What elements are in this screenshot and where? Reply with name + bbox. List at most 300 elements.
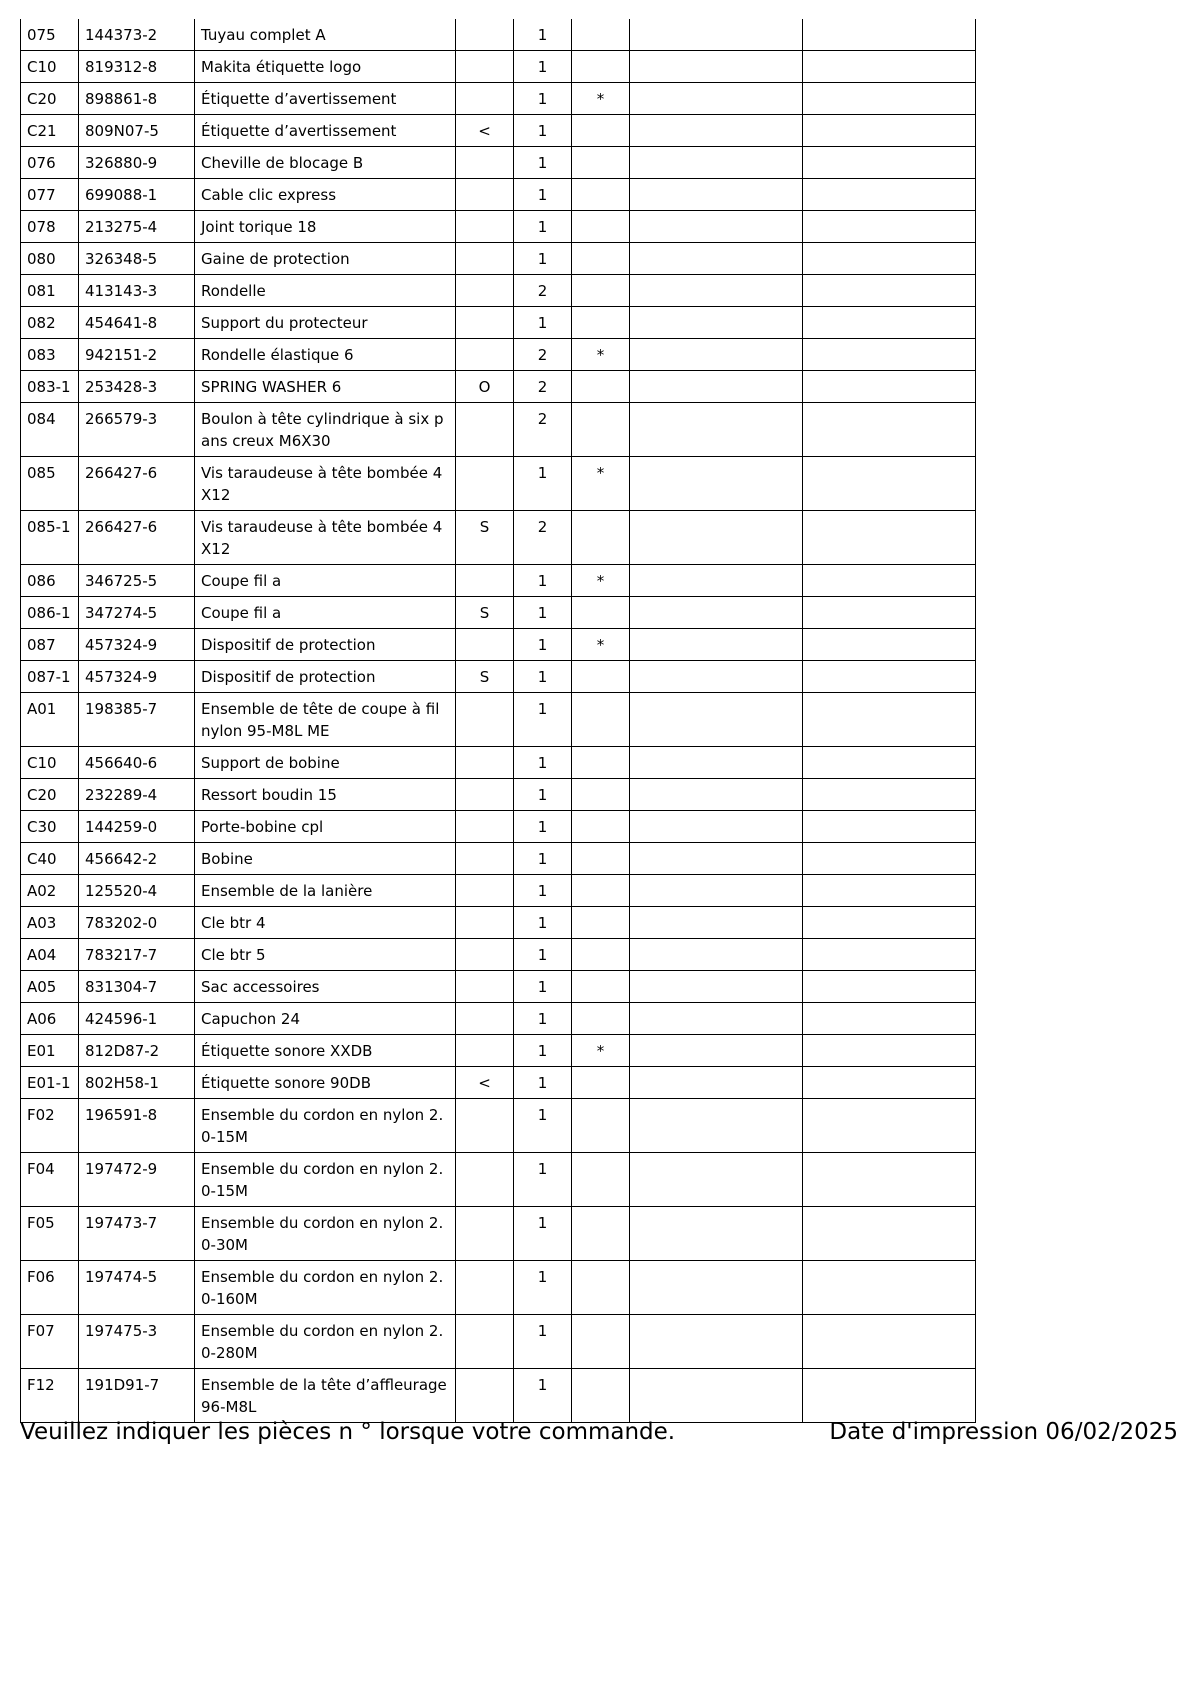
item-number-cell: E01-1 xyxy=(21,1067,79,1099)
item-number-cell: 084 xyxy=(21,403,79,457)
mark-cell xyxy=(456,83,514,115)
note-cell xyxy=(572,211,630,243)
table-row xyxy=(21,811,976,843)
blank-cell xyxy=(803,179,976,211)
part-number-cell: 942151-2 xyxy=(79,339,195,371)
mark-cell xyxy=(456,1003,514,1035)
note-cell xyxy=(572,875,630,907)
blank-cell xyxy=(803,597,976,629)
table-row xyxy=(21,211,976,243)
blank-cell xyxy=(803,875,976,907)
blank-cell xyxy=(630,51,803,83)
quantity-cell: 1 xyxy=(514,907,572,939)
item-number-cell: A02 xyxy=(21,875,79,907)
item-number-cell: 080 xyxy=(21,243,79,275)
quantity-cell: 2 xyxy=(514,339,572,371)
description-cell: Ensemble du cordon en nylon 2.0-15M xyxy=(195,1153,456,1207)
part-number-cell: 266427-6 xyxy=(79,457,195,511)
blank-cell xyxy=(630,843,803,875)
quantity-cell: 2 xyxy=(514,511,572,565)
description-cell: Ensemble du cordon en nylon 2.0-160M xyxy=(195,1261,456,1315)
table-row xyxy=(21,511,976,565)
blank-cell xyxy=(803,403,976,457)
table-row xyxy=(21,597,976,629)
part-number-cell: 812D87-2 xyxy=(79,1035,195,1067)
note-cell xyxy=(572,661,630,693)
item-number-cell: F05 xyxy=(21,1207,79,1261)
mark-cell xyxy=(456,939,514,971)
blank-cell xyxy=(630,179,803,211)
description-cell: Étiquette sonore 90DB xyxy=(195,1067,456,1099)
item-number-cell: C20 xyxy=(21,779,79,811)
quantity-cell: 1 xyxy=(514,1035,572,1067)
note-cell xyxy=(572,51,630,83)
item-number-cell: 085-1 xyxy=(21,511,79,565)
description-cell: Ensemble de la tête d’affleurage 96-M8L xyxy=(195,1369,456,1423)
quantity-cell: 1 xyxy=(514,597,572,629)
blank-cell xyxy=(803,307,976,339)
parts-table-body xyxy=(21,19,976,1423)
mark-cell: O xyxy=(456,371,514,403)
description-cell: Vis taraudeuse à tête bombée 4X12 xyxy=(195,511,456,565)
quantity-cell: 1 xyxy=(514,875,572,907)
table-row xyxy=(21,565,976,597)
part-number-cell: 783202-0 xyxy=(79,907,195,939)
part-number-cell: 191D91-7 xyxy=(79,1369,195,1423)
part-number-cell: 347274-5 xyxy=(79,597,195,629)
note-cell: * xyxy=(572,1035,630,1067)
quantity-cell: 1 xyxy=(514,1067,572,1099)
blank-cell xyxy=(803,1369,976,1423)
table-row xyxy=(21,51,976,83)
table-row xyxy=(21,19,976,51)
blank-cell xyxy=(630,83,803,115)
blank-cell xyxy=(630,907,803,939)
blank-cell xyxy=(630,1153,803,1207)
note-cell xyxy=(572,511,630,565)
blank-cell xyxy=(803,1315,976,1369)
part-number-cell: 253428-3 xyxy=(79,371,195,403)
blank-cell xyxy=(803,339,976,371)
blank-cell xyxy=(803,1003,976,1035)
mark-cell xyxy=(456,747,514,779)
mark-cell xyxy=(456,19,514,51)
quantity-cell: 1 xyxy=(514,457,572,511)
blank-cell xyxy=(803,693,976,747)
description-cell: Gaine de protection xyxy=(195,243,456,275)
description-cell: Étiquette d’avertissement xyxy=(195,115,456,147)
blank-cell xyxy=(630,1315,803,1369)
description-cell: Support de bobine xyxy=(195,747,456,779)
item-number-cell: 076 xyxy=(21,147,79,179)
note-cell xyxy=(572,115,630,147)
blank-cell xyxy=(630,597,803,629)
table-row xyxy=(21,693,976,747)
part-number-cell: 454641-8 xyxy=(79,307,195,339)
blank-cell xyxy=(630,457,803,511)
item-number-cell: F12 xyxy=(21,1369,79,1423)
note-cell xyxy=(572,843,630,875)
blank-cell xyxy=(803,1261,976,1315)
part-number-cell: 197475-3 xyxy=(79,1315,195,1369)
order-instruction: Veuillez indiquer les pièces n ° lorsque votre commande. xyxy=(20,1419,676,1445)
mark-cell xyxy=(456,339,514,371)
description-cell: Cle btr 4 xyxy=(195,907,456,939)
part-number-cell: 456642-2 xyxy=(79,843,195,875)
quantity-cell: 1 xyxy=(514,19,572,51)
quantity-cell: 1 xyxy=(514,1369,572,1423)
item-number-cell: E01 xyxy=(21,1035,79,1067)
description-cell: Boulon à tête cylindrique à six pans creux M6X30 xyxy=(195,403,456,457)
description-cell: Joint torique 18 xyxy=(195,211,456,243)
table-row xyxy=(21,875,976,907)
mark-cell xyxy=(456,51,514,83)
note-cell xyxy=(572,19,630,51)
part-number-cell: 809N07-5 xyxy=(79,115,195,147)
table-row xyxy=(21,371,976,403)
item-number-cell: F06 xyxy=(21,1261,79,1315)
part-number-cell: 783217-7 xyxy=(79,939,195,971)
blank-cell xyxy=(630,147,803,179)
mark-cell xyxy=(456,811,514,843)
blank-cell xyxy=(803,211,976,243)
item-number-cell: C40 xyxy=(21,843,79,875)
print-date: Date d'impression 06/02/2025 xyxy=(829,1419,1178,1445)
table-row xyxy=(21,1207,976,1261)
item-number-cell: C10 xyxy=(21,51,79,83)
blank-cell xyxy=(803,457,976,511)
blank-cell xyxy=(630,811,803,843)
blank-cell xyxy=(803,243,976,275)
part-number-cell: 266427-6 xyxy=(79,511,195,565)
note-cell xyxy=(572,597,630,629)
part-number-cell: 326880-9 xyxy=(79,147,195,179)
description-cell: Support du protecteur xyxy=(195,307,456,339)
table-row xyxy=(21,629,976,661)
blank-cell xyxy=(803,747,976,779)
blank-cell xyxy=(803,147,976,179)
quantity-cell: 1 xyxy=(514,147,572,179)
part-number-cell: 456640-6 xyxy=(79,747,195,779)
quantity-cell: 1 xyxy=(514,1261,572,1315)
part-number-cell: 197474-5 xyxy=(79,1261,195,1315)
blank-cell xyxy=(803,843,976,875)
blank-cell xyxy=(630,1035,803,1067)
item-number-cell: 078 xyxy=(21,211,79,243)
mark-cell xyxy=(456,971,514,1003)
blank-cell xyxy=(803,661,976,693)
parts-table xyxy=(20,19,976,1423)
mark-cell xyxy=(456,1153,514,1207)
description-cell: Bobine xyxy=(195,843,456,875)
note-cell xyxy=(572,971,630,1003)
description-cell: Dispositif de protection xyxy=(195,661,456,693)
quantity-cell: 1 xyxy=(514,1315,572,1369)
note-cell xyxy=(572,1099,630,1153)
table-row xyxy=(21,1003,976,1035)
item-number-cell: F07 xyxy=(21,1315,79,1369)
note-cell xyxy=(572,747,630,779)
item-number-cell: 087-1 xyxy=(21,661,79,693)
mark-cell xyxy=(456,403,514,457)
table-row xyxy=(21,1153,976,1207)
blank-cell xyxy=(630,747,803,779)
part-number-cell: 232289-4 xyxy=(79,779,195,811)
item-number-cell: F04 xyxy=(21,1153,79,1207)
blank-cell xyxy=(803,971,976,1003)
note-cell xyxy=(572,1067,630,1099)
quantity-cell: 1 xyxy=(514,629,572,661)
item-number-cell: A04 xyxy=(21,939,79,971)
part-number-cell: 197473-7 xyxy=(79,1207,195,1261)
note-cell xyxy=(572,1261,630,1315)
blank-cell xyxy=(630,19,803,51)
description-cell: Sac accessoires xyxy=(195,971,456,1003)
mark-cell xyxy=(456,843,514,875)
blank-cell xyxy=(803,939,976,971)
part-number-cell: 457324-9 xyxy=(79,629,195,661)
note-cell: * xyxy=(572,629,630,661)
note-cell xyxy=(572,179,630,211)
mark-cell: S xyxy=(456,597,514,629)
table-row xyxy=(21,971,976,1003)
description-cell: Capuchon 24 xyxy=(195,1003,456,1035)
description-cell: Cheville de blocage B xyxy=(195,147,456,179)
blank-cell xyxy=(630,629,803,661)
mark-cell xyxy=(456,147,514,179)
table-row xyxy=(21,403,976,457)
quantity-cell: 1 xyxy=(514,1207,572,1261)
blank-cell xyxy=(630,1261,803,1315)
quantity-cell: 1 xyxy=(514,565,572,597)
part-number-cell: 213275-4 xyxy=(79,211,195,243)
part-number-cell: 125520-4 xyxy=(79,875,195,907)
item-number-cell: F02 xyxy=(21,1099,79,1153)
item-number-cell: 081 xyxy=(21,275,79,307)
item-number-cell: A05 xyxy=(21,971,79,1003)
part-number-cell: 699088-1 xyxy=(79,179,195,211)
table-row xyxy=(21,1099,976,1153)
blank-cell xyxy=(630,1099,803,1153)
description-cell: Porte-bobine cpl xyxy=(195,811,456,843)
item-number-cell: C10 xyxy=(21,747,79,779)
description-cell: Rondelle élastique 6 xyxy=(195,339,456,371)
item-number-cell: 077 xyxy=(21,179,79,211)
quantity-cell: 1 xyxy=(514,747,572,779)
note-cell xyxy=(572,403,630,457)
item-number-cell: 086-1 xyxy=(21,597,79,629)
blank-cell xyxy=(803,275,976,307)
blank-cell xyxy=(630,211,803,243)
part-number-cell: 144259-0 xyxy=(79,811,195,843)
item-number-cell: 086 xyxy=(21,565,79,597)
blank-cell xyxy=(803,19,976,51)
table-row xyxy=(21,939,976,971)
item-number-cell: C20 xyxy=(21,83,79,115)
note-cell xyxy=(572,811,630,843)
description-cell: Ressort boudin 15 xyxy=(195,779,456,811)
mark-cell xyxy=(456,1099,514,1153)
blank-cell xyxy=(630,511,803,565)
blank-cell xyxy=(630,371,803,403)
blank-cell xyxy=(803,51,976,83)
mark-cell xyxy=(456,243,514,275)
mark-cell: < xyxy=(456,115,514,147)
item-number-cell: 075 xyxy=(21,19,79,51)
table-row xyxy=(21,457,976,511)
note-cell: * xyxy=(572,565,630,597)
mark-cell xyxy=(456,779,514,811)
note-cell: * xyxy=(572,339,630,371)
quantity-cell: 1 xyxy=(514,1153,572,1207)
table-row xyxy=(21,339,976,371)
blank-cell xyxy=(803,811,976,843)
item-number-cell: A03 xyxy=(21,907,79,939)
part-number-cell: 326348-5 xyxy=(79,243,195,275)
mark-cell xyxy=(456,1261,514,1315)
description-cell: Étiquette sonore XXDB xyxy=(195,1035,456,1067)
blank-cell xyxy=(630,115,803,147)
part-number-cell: 197472-9 xyxy=(79,1153,195,1207)
note-cell xyxy=(572,1369,630,1423)
quantity-cell: 1 xyxy=(514,211,572,243)
blank-cell xyxy=(630,403,803,457)
table-row xyxy=(21,1369,976,1423)
quantity-cell: 1 xyxy=(514,243,572,275)
mark-cell xyxy=(456,307,514,339)
part-number-cell: 266579-3 xyxy=(79,403,195,457)
quantity-cell: 1 xyxy=(514,939,572,971)
description-cell: SPRING WASHER 6 xyxy=(195,371,456,403)
quantity-cell: 1 xyxy=(514,971,572,1003)
quantity-cell: 1 xyxy=(514,179,572,211)
mark-cell xyxy=(456,275,514,307)
table-row xyxy=(21,907,976,939)
blank-cell xyxy=(630,243,803,275)
item-number-cell: 087 xyxy=(21,629,79,661)
table-row xyxy=(21,243,976,275)
description-cell: Vis taraudeuse à tête bombée 4X12 xyxy=(195,457,456,511)
quantity-cell: 1 xyxy=(514,115,572,147)
item-number-cell: 085 xyxy=(21,457,79,511)
item-number-cell: A06 xyxy=(21,1003,79,1035)
table-row xyxy=(21,843,976,875)
mark-cell xyxy=(456,1369,514,1423)
part-number-cell: 819312-8 xyxy=(79,51,195,83)
quantity-cell: 1 xyxy=(514,51,572,83)
description-cell: Rondelle xyxy=(195,275,456,307)
part-number-cell: 802H58-1 xyxy=(79,1067,195,1099)
note-cell xyxy=(572,1315,630,1369)
note-cell xyxy=(572,693,630,747)
description-cell: Tuyau complet A xyxy=(195,19,456,51)
blank-cell xyxy=(630,693,803,747)
part-number-cell: 898861-8 xyxy=(79,83,195,115)
table-row xyxy=(21,83,976,115)
blank-cell xyxy=(630,339,803,371)
description-cell: Coupe fil a xyxy=(195,597,456,629)
table-row xyxy=(21,661,976,693)
part-number-cell: 346725-5 xyxy=(79,565,195,597)
quantity-cell: 1 xyxy=(514,307,572,339)
mark-cell xyxy=(456,211,514,243)
mark-cell xyxy=(456,629,514,661)
mark-cell: S xyxy=(456,661,514,693)
description-cell: Ensemble du cordon en nylon 2.0-280M xyxy=(195,1315,456,1369)
quantity-cell: 2 xyxy=(514,275,572,307)
blank-cell xyxy=(803,1207,976,1261)
table-row xyxy=(21,147,976,179)
mark-cell xyxy=(456,565,514,597)
table-row xyxy=(21,115,976,147)
quantity-cell: 2 xyxy=(514,403,572,457)
item-number-cell: 083-1 xyxy=(21,371,79,403)
note-cell: * xyxy=(572,83,630,115)
part-number-cell: 144373-2 xyxy=(79,19,195,51)
quantity-cell: 1 xyxy=(514,661,572,693)
item-number-cell: C21 xyxy=(21,115,79,147)
note-cell: * xyxy=(572,457,630,511)
table-row xyxy=(21,307,976,339)
mark-cell xyxy=(456,693,514,747)
blank-cell xyxy=(630,875,803,907)
description-cell: Ensemble du cordon en nylon 2.0-15M xyxy=(195,1099,456,1153)
table-row xyxy=(21,1035,976,1067)
note-cell xyxy=(572,147,630,179)
note-cell xyxy=(572,275,630,307)
part-number-cell: 198385-7 xyxy=(79,693,195,747)
part-number-cell: 457324-9 xyxy=(79,661,195,693)
mark-cell xyxy=(456,1035,514,1067)
item-number-cell: C30 xyxy=(21,811,79,843)
mark-cell xyxy=(456,457,514,511)
item-number-cell: 083 xyxy=(21,339,79,371)
note-cell xyxy=(572,1003,630,1035)
blank-cell xyxy=(803,1153,976,1207)
part-number-cell: 413143-3 xyxy=(79,275,195,307)
blank-cell xyxy=(630,1003,803,1035)
description-cell: Ensemble du cordon en nylon 2.0-30M xyxy=(195,1207,456,1261)
mark-cell: < xyxy=(456,1067,514,1099)
quantity-cell: 1 xyxy=(514,1003,572,1035)
note-cell xyxy=(572,939,630,971)
blank-cell xyxy=(630,779,803,811)
quantity-cell: 1 xyxy=(514,83,572,115)
blank-cell xyxy=(630,1207,803,1261)
mark-cell xyxy=(456,1315,514,1369)
quantity-cell: 1 xyxy=(514,811,572,843)
table-row xyxy=(21,779,976,811)
table-row xyxy=(21,1261,976,1315)
blank-cell xyxy=(630,1067,803,1099)
blank-cell xyxy=(630,939,803,971)
blank-cell xyxy=(630,971,803,1003)
description-cell: Étiquette d’avertissement xyxy=(195,83,456,115)
item-number-cell: A01 xyxy=(21,693,79,747)
note-cell xyxy=(572,1153,630,1207)
blank-cell xyxy=(630,1369,803,1423)
table-row xyxy=(21,1315,976,1369)
blank-cell xyxy=(803,83,976,115)
blank-cell xyxy=(803,1067,976,1099)
item-number-cell: 082 xyxy=(21,307,79,339)
blank-cell xyxy=(630,661,803,693)
blank-cell xyxy=(803,629,976,661)
note-cell xyxy=(572,243,630,275)
mark-cell xyxy=(456,179,514,211)
part-number-cell: 831304-7 xyxy=(79,971,195,1003)
description-cell: Dispositif de protection xyxy=(195,629,456,661)
